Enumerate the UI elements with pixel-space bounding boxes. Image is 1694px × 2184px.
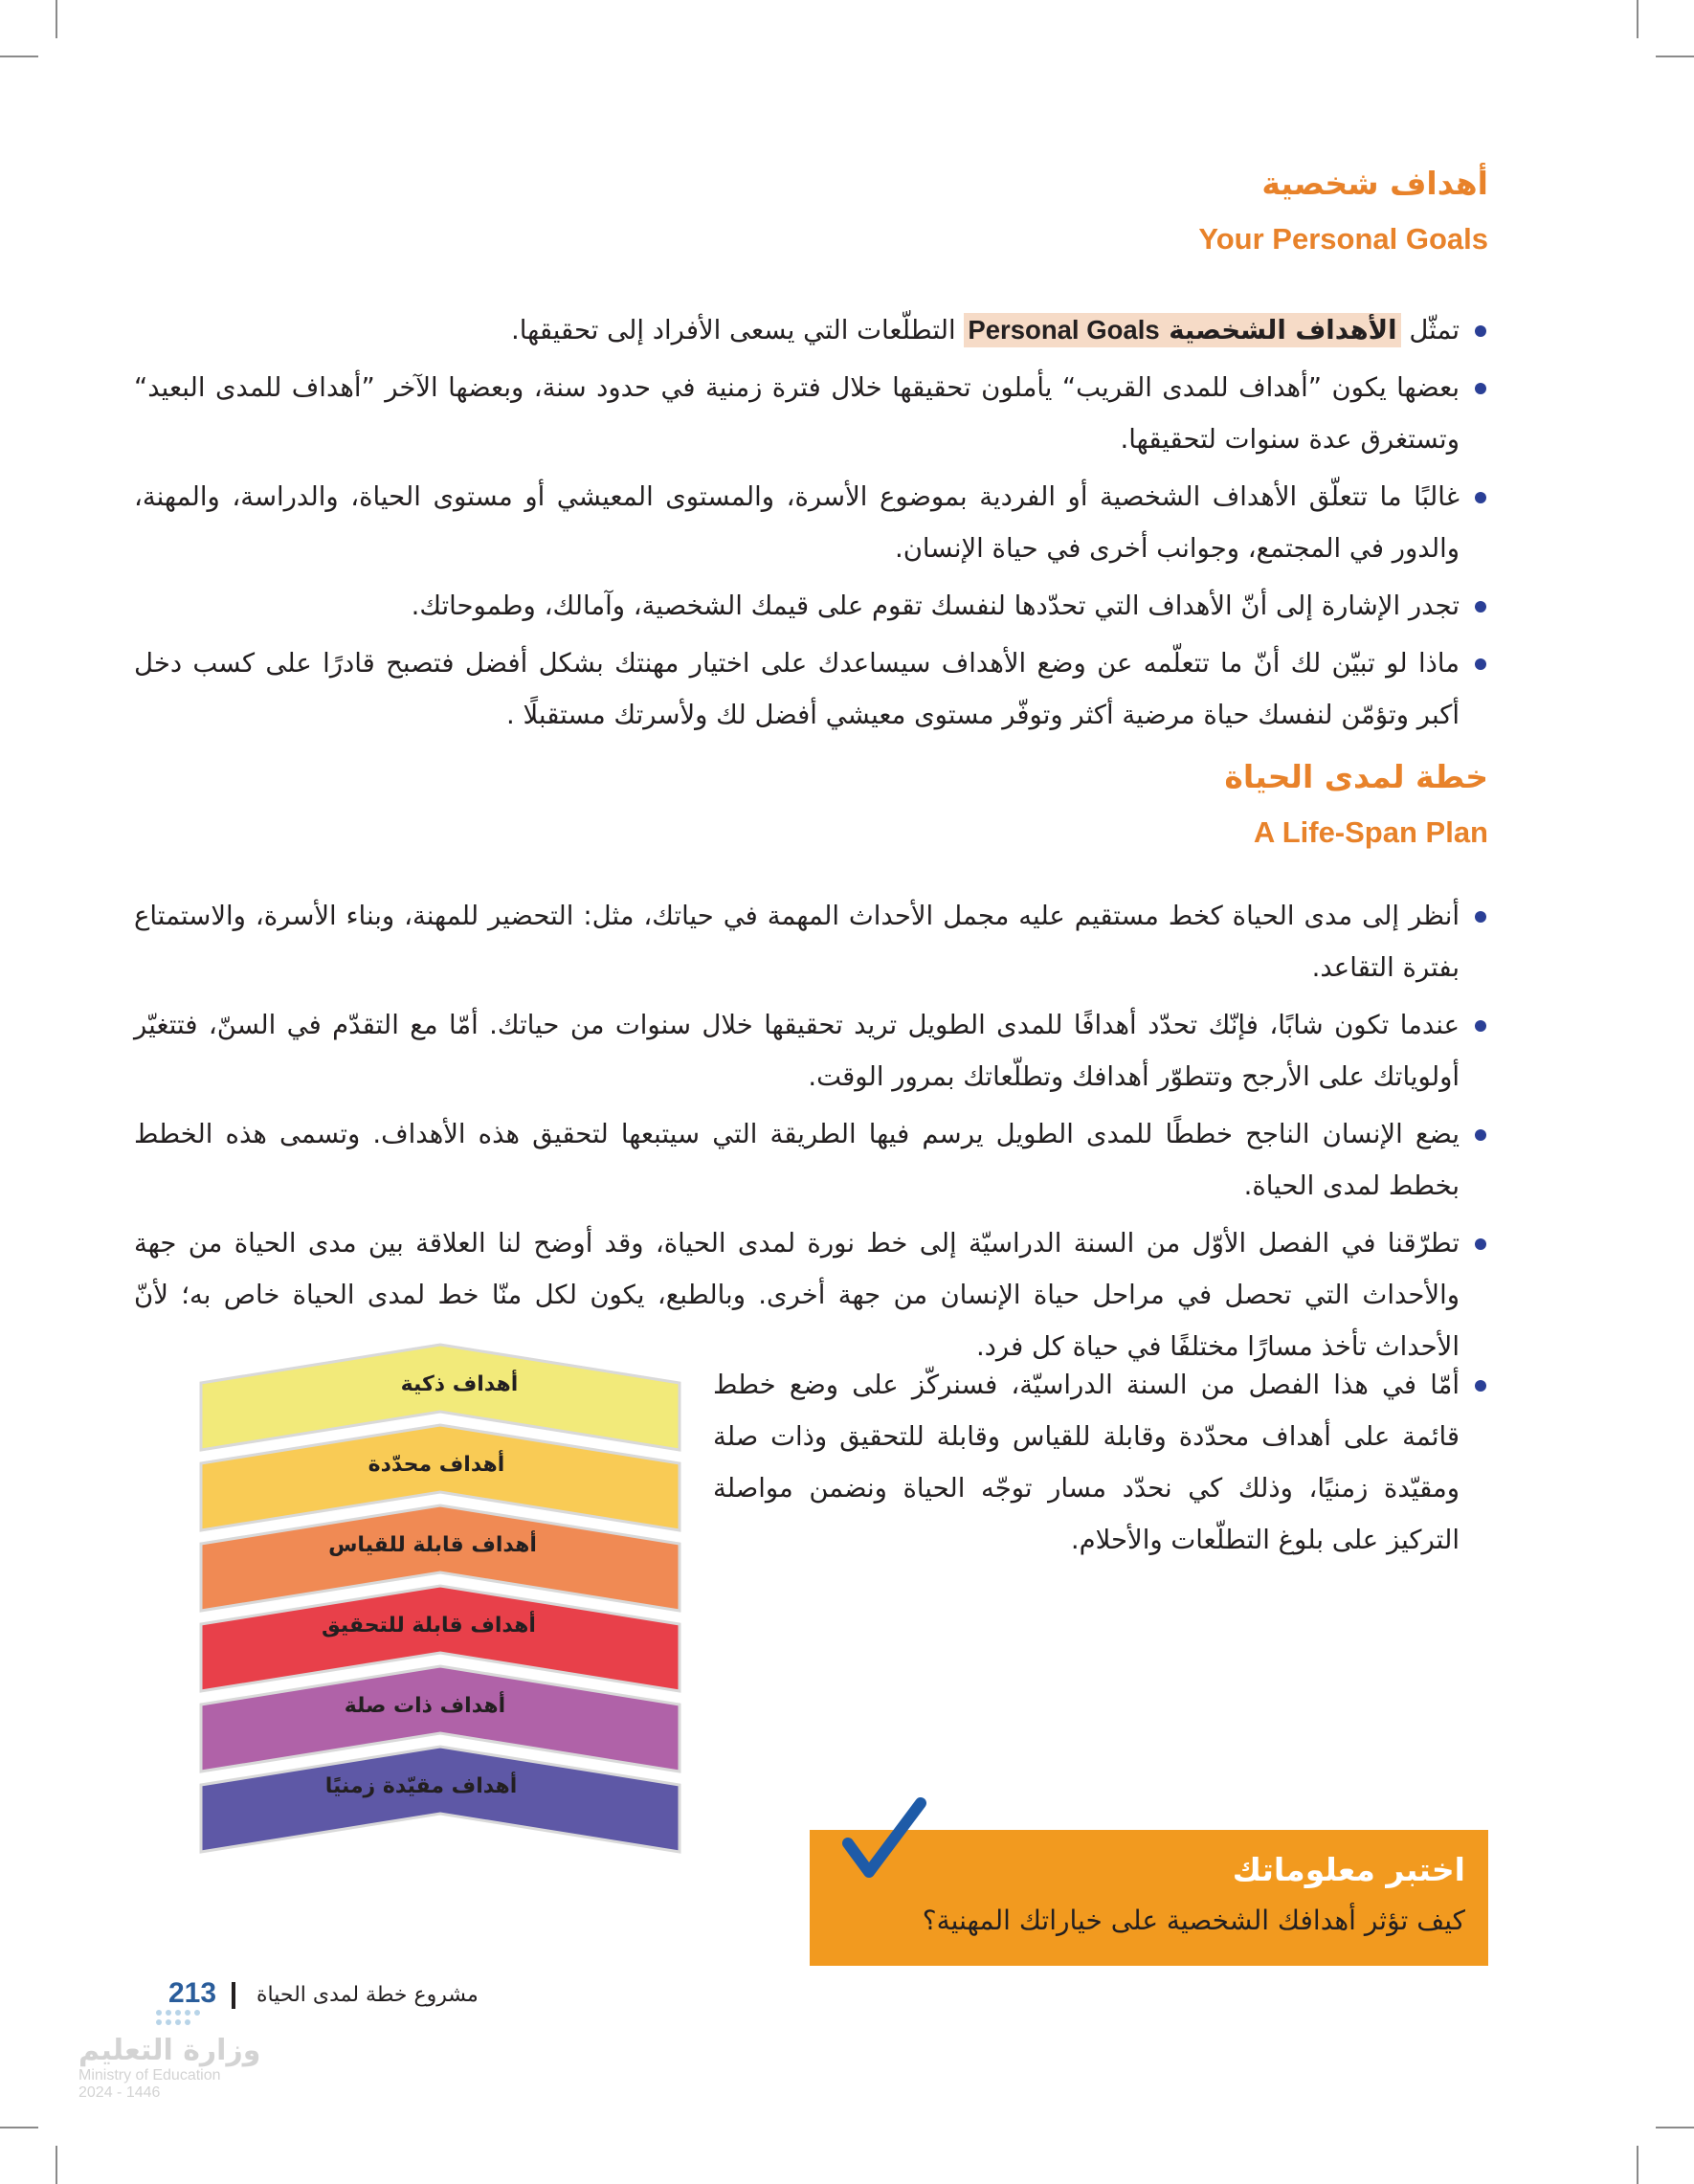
bullet-text: تمثّل	[1400, 315, 1460, 345]
life-span-list	[134, 890, 1488, 1378]
section-subtitle-personal-goals: Your Personal Goals	[1198, 222, 1488, 256]
crop-mark	[1656, 56, 1694, 57]
section-subtitle-life-span-plan: A Life-Span Plan	[1253, 815, 1488, 849]
chevron-label: أهداف ذات صلة	[344, 1694, 506, 1718]
chevron-label: أهداف محدّدة	[368, 1453, 505, 1477]
chevron-label: أهداف قابلة للقياس	[328, 1533, 537, 1557]
logo-name-en: Ministry of Education	[78, 2067, 221, 2084]
highlighted-term	[964, 313, 1400, 347]
smart-goals-paragraph	[713, 1359, 1488, 1571]
chevron-label: أهداف ذكية	[400, 1372, 519, 1396]
list-item: ماذا لو تبيّن لك أنّ ما تتعلّمه عن وضع الأهداف سيساعدك على اختيار مهنتك بشكل أفضل فتصبح قادرًا على كسب دخل أكبر وتؤمّن لنفسك حياة مرضية أكثر وتوفّر مستوى معيشي أفضل لك ولأسرتك مستقبلًا .	[134, 637, 1488, 741]
highlight-term-en: Personal Goals	[968, 315, 1160, 345]
list-item	[134, 304, 1488, 356]
crop-mark	[56, 0, 57, 38]
crop-mark	[1637, 2146, 1638, 2184]
list-item: أنظر إلى مدى الحياة كخط مستقيم عليه مجمل الأحداث المهمة في حياتك، مثل: التحضير للمهنة، وبناء الأسرة، والاستمتاع بفترة التقاعد.	[134, 890, 1488, 993]
chevron-level	[201, 1747, 680, 1852]
smart-goals-diagram	[182, 1335, 699, 1928]
list-item: عندما تكون شابًا، فإنّك تحدّد أهدافًا للمدى الطويل تريد تحقيقها خلال سنوات من حياتك. أمّا مع التقدّم في السنّ، فتتغيّر أولوياتك على الأرجح وتتطوّر أهدافك وتطلّعاتك بمرور الوقت.	[134, 999, 1488, 1103]
list-item: غالبًا ما تتعلّق الأهداف الشخصية أو الفردية بموضوع الأسرة، والمستوى المعيشي أو مستوى الحياة، والدراسة، والمهنة، والدور في المجتمع، وجوانب أخرى في حياة الإنسان.	[134, 471, 1488, 574]
chevron-label: أهداف مقيّدة زمنيًا	[324, 1774, 518, 1798]
crop-mark	[0, 56, 38, 57]
list-item: أمّا في هذا الفصل من السنة الدراسيّة، فسنركّز على وضع خطط قائمة على أهداف محدّدة وقابلة للقياس وقابلة للتحقيق وذات صلة ومقيّدة زمنيًا، وذلك كي نحدّد مسار توجّه الحياة ونضمن مواصلة التركيز على بلوغ التطلّعات والأحلام.	[713, 1359, 1488, 1566]
list-item: بعضها يكون ”أهداف للمدى القريب“ يأملون تحقيقها خلال فترة زمنية في حدود سنة، وبعضها الآخر ”أهداف للمدى البعيد“ وتستغرق عدة سنوات لتحقيقها.	[134, 362, 1488, 465]
list-item: يضع الإنسان الناجح خططًا للمدى الطويل يرسم فيها الطريقة التي سيتبعها لتحقيق هذه الأهداف. وتسمى هذه الخطط بخطط لمدى الحياة.	[134, 1108, 1488, 1212]
chevron-label: أهداف قابلة للتحقيق	[322, 1614, 536, 1638]
highlight-term-ar: الأهداف الشخصية	[1169, 315, 1397, 345]
logo-name-ar: وزارة التعليم	[78, 2034, 261, 2067]
decorative-dots-icon	[153, 2008, 222, 2029]
list-item: تطرّقنا في الفصل الأوّل من السنة الدراسيّة إلى خط نورة لمدى الحياة، وقد أوضح لنا العلاقة بين مدى الحياة من جهة والأحداث التي تحصل في مراحل حياة الإنسان من جهة أخرى. وبالطبع، يكون لكل منّا خط لمدى الحياة خاص به؛ لأنّ الأحداث تأخذ مسارًا مختلفًا في حياة كل فرد.	[134, 1217, 1488, 1372]
crop-mark	[56, 2146, 57, 2184]
footer-divider	[232, 1982, 235, 2009]
bullet-text: التطلّعات التي يسعى الأفراد إلى تحقيقها.	[511, 315, 965, 345]
quiz-title: اختبر معلوماتك	[1232, 1851, 1465, 1888]
book-title: مشروع خطة لمدى الحياة	[256, 1983, 479, 2007]
crop-mark	[0, 2127, 38, 2128]
ministry-logo	[78, 2034, 260, 2102]
list-item: تجدر الإشارة إلى أنّ الأهداف التي تحدّدها لنفسك تقوم على قيمك الشخصية، وآمالك، وطموحاتك.	[134, 580, 1488, 632]
section-title-personal-goals: أهداف شخصية	[1261, 165, 1488, 202]
crop-mark	[1637, 0, 1638, 38]
personal-goals-list	[134, 304, 1488, 747]
crop-mark	[1656, 2127, 1694, 2128]
page-number: 213	[168, 1977, 217, 2009]
section-title-life-span-plan: خطة لمدى الحياة	[1224, 758, 1488, 795]
checkmark-icon	[840, 1797, 926, 1883]
logo-year: 2024 - 1446	[78, 2084, 161, 2101]
quiz-question: كيف تؤثر أهدافك الشخصية على خياراتك المهنية؟	[922, 1905, 1465, 1936]
